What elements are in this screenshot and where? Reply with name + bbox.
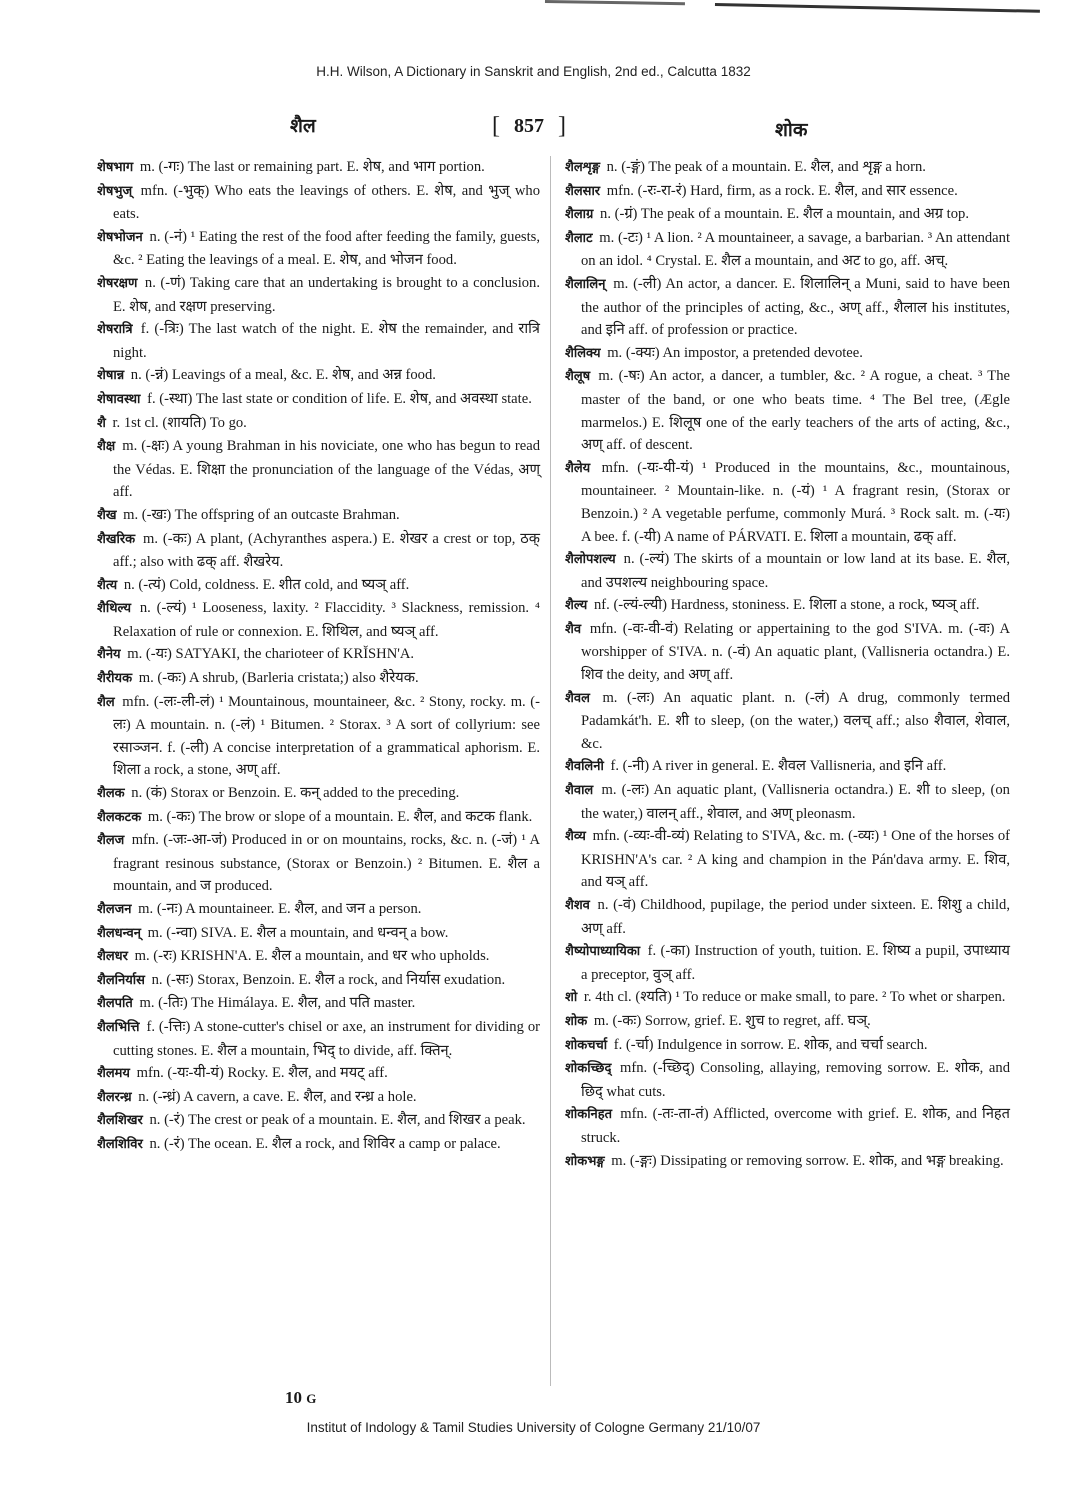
right-column: [565, 156, 1010, 1173]
entry-headword: शैख: [97, 507, 117, 523]
entry-headword: शेषभाग: [97, 160, 134, 175]
dictionary-entry: [97, 922, 540, 946]
entry-definition: m. (-तिः) The Himálaya. E. शैल, and पति master.: [139, 995, 416, 1012]
entry-headword: शेषावस्था: [97, 391, 141, 407]
entry-headword: शैल: [97, 694, 115, 710]
page-number: [478, 112, 580, 139]
entry-headword: शोकभङ्ग: [565, 1153, 605, 1169]
entry-headword: शैखरिक: [97, 531, 136, 547]
entry-headword: शैलधन्वन्: [97, 925, 141, 941]
entry-definition: m. (-नः) A mountaineer. E. शैल, and जन a person.: [138, 901, 422, 917]
dictionary-entry: [97, 388, 540, 412]
entry-headword: शैरीयक: [97, 671, 133, 687]
entry-headword: शेषभोजन: [97, 229, 143, 245]
footer-credit: Institut of Indology & Tamil Studies University of Cologne Germany 21/10/07: [306, 1420, 761, 1435]
signature-mark: [285, 1388, 316, 1408]
dictionary-entry: [97, 992, 540, 1016]
dictionary-entry: [97, 272, 540, 318]
entry-definition: m. (-न्वा) SIVA. E. शैल a mountain, and धन्वन् a bow.: [147, 924, 449, 941]
bracket-open: [: [492, 113, 500, 139]
entry-definition: n. (-ल्यं) ¹ Looseness, laxity. ² Flaccidity. ³ Slackness, remission. ⁴ Relaxation of rule or connexion. E. शिथिल, and ष्यञ् aff.: [113, 600, 540, 640]
entry-headword: शैलालिन्: [565, 276, 606, 292]
entry-headword: शैलनिर्यास: [97, 972, 145, 988]
entry-definition: n. (-न्नं) Leavings of a meal, &c. E. शेष, and अन्न food.: [130, 367, 436, 384]
dictionary-entry: [97, 691, 540, 782]
entry-headword: शैलशृङ्ग: [565, 160, 600, 175]
entry-definition: mfn. (-यः-यी-यं) ¹ Produced in the mountains, &c., mountainous, mountaineer. ² Mountain-like. n. (-यं) ¹ A fragrant resin, (Storax or Benzoin.) ² A vegetable perfume, commonly Murá. ³ Rock salt. m. (-यः) A bee. f. (-यी) A name of PÁRVATI. E. शिला a mountain, ढक् aff.: [581, 459, 1010, 545]
entry-headword: शैलभित्ति: [97, 1019, 140, 1035]
dictionary-entry: [565, 687, 1010, 756]
entry-headword: शैलाट: [565, 230, 593, 246]
running-head-left: शैल: [290, 116, 316, 137]
dictionary-entry: [97, 945, 540, 969]
entry-definition: n. (-न्ध्रं) A cavern, a cave. E. शैल, and रन्ध्र a hole.: [138, 1088, 417, 1105]
entry-definition: r. 4th cl. (श्यति) ¹ To reduce or make small, to pare. ² To whet or sharpen.: [583, 989, 1006, 1006]
dictionary-entry: [97, 667, 540, 691]
entry-headword: शैवल: [565, 690, 590, 706]
entry-headword: शैनेय: [97, 647, 121, 663]
entry-headword: शैशव: [565, 898, 590, 913]
dictionary-entry: [97, 1062, 540, 1086]
entry-headword: शैलसार: [565, 183, 601, 199]
entry-definition: n. (-नं) ¹ Eating the rest of the food after feeding the family, guests, &c. ² Eating the leavings of a meal. E. शेष, and भोजन food.: [113, 228, 540, 269]
dictionary-entry: [97, 829, 540, 898]
dictionary-entry: [97, 504, 540, 528]
dictionary-entry: [565, 779, 1010, 825]
dictionary-entry: [97, 643, 540, 667]
entry-headword: शैव: [565, 621, 582, 637]
dictionary-entry: [97, 969, 540, 993]
dictionary-entry: [97, 528, 540, 574]
dictionary-entry: [565, 940, 1010, 986]
signature-letter: G: [306, 1391, 317, 1406]
dictionary-entry: [565, 986, 1010, 1010]
dictionary-entry: [565, 273, 1010, 342]
entry-definition: n. (-ग्रं) The peak of a mountain. E. शैल a mountain, and अग्र top.: [600, 206, 969, 223]
entry-definition: m. (-क्यः) An impostor, a pretended devotee.: [607, 344, 863, 361]
entry-headword: शैलमय: [97, 1066, 130, 1082]
dictionary-entry: [565, 1103, 1010, 1149]
entry-definition: m. (-क्षः) A young Brahman in his noviciate, one who has begun to read the Védas. E. शिक्षा the pronunciation of the language of the Védas, अण् aff.: [113, 438, 540, 501]
entry-definition: mfn. (-लः-ली-लं) ¹ Mountainous, mountaineer, &c. ² Stony, rocky. m. (-लः) A mountain. n. (-लं) ¹ Bitumen. ² Storax. ³ A sort of collyrium: see रसाञ्जन. f. (-ली) A concise interpretation of a grammatical aphorism. E. शिला a rock, a stone, अण् aff.: [113, 693, 540, 779]
entry-headword: शेषरात्रि: [97, 322, 133, 338]
dictionary-entry: [565, 594, 1010, 618]
entry-definition: mfn. (-जः-आ-जं) Produced in or on mountains, rocks, &c. n. (-जं) ¹ A fragrant resinous substance, (Storax or Benzoin.) ² Bitumen. E. शैल a mountain, and ज produced.: [113, 832, 540, 895]
entry-headword: शैलशिविर: [97, 1136, 143, 1152]
entry-headword: शैलधर: [97, 949, 128, 965]
entry-definition: n. (-त्यं) Cold, coldness. E. शीत cold, and ष्यञ् aff.: [123, 576, 410, 593]
entry-headword: शैल्य: [565, 598, 588, 614]
entry-definition: f. (-का) Instruction of youth, tuition. E. शिष्य a pupil, उपाध्याय a preceptor, वुञ् aff.: [581, 943, 1010, 983]
source-citation: H.H. Wilson, A Dictionary in Sanskrit and English, 2nd ed., Calcutta 1832: [316, 64, 751, 79]
entry-definition: n. (-णं) Taking care that an undertaking is brought to a conclusion. E. शेष, and रक्षण preserving.: [113, 274, 540, 315]
dictionary-entry: [97, 226, 540, 272]
dictionary-entry: [97, 574, 540, 598]
entry-headword: शैलरन्ध्र: [97, 1089, 132, 1105]
entry-headword: शै: [97, 415, 106, 431]
entry-definition: n. (-ङ्गं) The peak of a mountain. E. शैल, and शृङ्ग a horn.: [606, 159, 926, 175]
dictionary-entry: [97, 156, 540, 180]
entry-definition: m. (-लः) An aquatic plant, (Vallisneria octandra.) E. शी to sleep, (on the water,) वालन् aff., शेवाल, and अण् pleonasm.: [581, 782, 1010, 822]
entry-headword: शैलोपशल्य: [565, 552, 616, 568]
entry-headword: शैलपति: [97, 996, 133, 1012]
dictionary-entry: [565, 1010, 1010, 1034]
entry-definition: m. (-लः) An aquatic plant. n. (-लं) A drug, commonly termed Padamkát'h. E. शी to sleep, (on the water,) वलच् aff.; also शैवाल, शेवाल, &c.: [581, 689, 1010, 752]
entry-headword: शैत्य: [97, 577, 118, 593]
dictionary-entry: [565, 894, 1010, 940]
dictionary-entry: [97, 318, 540, 364]
entry-headword: शैक्ष: [97, 439, 116, 455]
page-number-value: 857: [514, 115, 544, 137]
entry-definition: m. (-खः) The offspring of an outcaste Brahman.: [123, 506, 400, 523]
entry-definition: f. (-नी) A river in general. E. शैवल Vallisneria, and इनि aff.: [610, 758, 947, 775]
dictionary-entry: [97, 435, 540, 504]
dictionary-entry: [565, 457, 1010, 548]
entry-definition: m. (-यः) SATYAKI, the charioteer of KRĬSHN'A.: [127, 646, 415, 663]
entry-definition: f. (-र्चा) Indulgence in sorrow. E. शोक, and चर्चा search.: [613, 1036, 928, 1053]
entry-definition: m. (-कः) The brow or slope of a mountain. E. शैल, and कटक flank.: [147, 808, 533, 825]
entry-definition: m. (-कः) A shrub, (Barleria cristata;) also शैरेयक.: [138, 670, 419, 687]
dictionary-entry: [565, 156, 1010, 180]
entry-headword: शोक: [565, 1013, 588, 1029]
entry-headword: शैलूष: [565, 369, 591, 385]
running-head-right: शोक: [775, 120, 808, 141]
signature-number: 10: [285, 1388, 302, 1407]
dictionary-entry: [565, 1057, 1010, 1103]
entry-definition: n. (-वं) Childhood, pupilage, the period under sixteen. E. शिशु a child, अण् aff.: [581, 897, 1010, 937]
dictionary-entry: [97, 597, 540, 643]
dictionary-entry: [97, 806, 540, 830]
entry-definition: m. (-गः) The last or remaining part. E. शेष, and भाग portion.: [139, 159, 485, 175]
entry-headword: शैलक: [97, 786, 125, 802]
entry-definition: mfn. (-वः-वी-वं) Relating or appertaining to the god S'IVA. m. (-वः) A worshipper of S'IVA. n. (-वं) An aquatic plant, (Vallisneria octandra.) E. शिव the deity, and अण् aff.: [581, 620, 1010, 684]
dictionary-entry: [97, 1016, 540, 1062]
dictionary-entry: [97, 1133, 540, 1157]
entry-definition: n. (-सः) Storax, Benzoin. E. शैल a rock, and निर्यास exudation.: [151, 971, 506, 988]
entry-definition: n. (-रं) The ocean. E. शैल a rock, and शिविर a camp or palace.: [149, 1135, 501, 1152]
entry-definition: m. (-कः) Sorrow, grief. E. शुच to regret, aff. घञ्.: [593, 1012, 871, 1029]
dictionary-entry: [97, 898, 540, 922]
dictionary-entry: [565, 618, 1010, 687]
entry-headword: शैलजन: [97, 902, 132, 917]
entry-definition: r. 1st cl. (शायति) To go.: [112, 414, 247, 431]
entry-headword: शैष्योपाध्यायिका: [565, 944, 641, 960]
entry-definition: m. (-ङ्गः) Dissipating or removing sorrow. E. शोक, and भङ्ग breaking.: [611, 1152, 1004, 1169]
entry-definition: f. (-त्रिः) The last watch of the night. E. शेष the remainder, and रात्रि night.: [113, 321, 540, 361]
entry-headword: शोकनिहत: [565, 1107, 613, 1123]
left-column: [97, 156, 540, 1157]
entry-headword: शैलिक्य: [565, 345, 601, 361]
entry-definition: m. (-षः) An actor, a dancer, a tumbler, &c. ² A rogue, a cheat. ³ The master of the band, or one who beats time. ⁴ The Bel tree, (Ægle marmelos.) E. शिलूष one of the early teachers of the arts of acting, &c., अण् aff. of descent.: [581, 368, 1010, 454]
bracket-close: ]: [558, 113, 566, 139]
entry-definition: mfn. (-व्यः-वी-व्यं) Relating to S'IVA, &c. m. (-व्यः) ¹ One of the horses of KRISHN'A's car. ² A king and champion in the Pán'dava army. E. शिव, and यञ् aff.: [581, 828, 1010, 891]
dictionary-entry: [97, 1086, 540, 1110]
entry-headword: शैलशिखर: [97, 1113, 143, 1129]
entry-definition: m. (-ली) An actor, a dancer. E. शिलालिन् a Muni, said to have been the author of the principles of acting, &c., अण् aff., शैलाल his institutes, and इनि aff. of profession or practice.: [581, 275, 1010, 339]
entry-headword: शो: [565, 990, 578, 1006]
dictionary-entry: [97, 782, 540, 806]
column-divider: [550, 156, 551, 1386]
dictionary-entry: [97, 364, 540, 388]
entry-headword: शेषरक्षण: [97, 275, 138, 291]
dictionary-entry: [565, 180, 1010, 204]
dictionary-entry: [97, 412, 540, 436]
entry-headword: शैलकटक: [97, 809, 142, 825]
entry-headword: शैलेय: [565, 460, 591, 476]
entry-definition: m. (-टः) ¹ A lion. ² A mountaineer, a savage, a barbarian. ³ An attendant on an idol. ⁴ Crystal. E. शैल a mountain, and अट to go, aff. अच्.: [581, 229, 1010, 270]
entry-definition: f. (-त्तिः) A stone-cutter's chisel or axe, an instrument for dividing or cutting stones. E. शैल a mountain, भिद् to divide, aff. क्तिन्.: [113, 1018, 540, 1059]
entry-definition: mfn. (-भुक्) Who eats the leavings of others. E. शेष, and भुज् who eats.: [113, 182, 540, 223]
dictionary-entry: [565, 203, 1010, 227]
dictionary-entry: [565, 227, 1010, 273]
scan-edge-line: [715, 3, 1040, 13]
entry-definition: mfn. (-रः-रा-रं) Hard, firm, as a rock. E. शैल, and सार essence.: [606, 182, 958, 199]
dictionary-entry: [565, 755, 1010, 779]
entry-headword: शेषान्न: [97, 368, 125, 384]
entry-headword: शैलाग्र: [565, 207, 594, 223]
dictionary-entry: [565, 1034, 1010, 1058]
entry-definition: nf. (-ल्यं-ल्यी) Hardness, stoniness. E. शिला a stone, a rock, ष्यञ् aff.: [593, 597, 980, 614]
dictionary-entry: [97, 1109, 540, 1133]
entry-definition: n. (-ल्यं) The skirts of a mountain or low land at its base. E. शैल, and उपशल्य neighbouring space.: [581, 551, 1010, 591]
entry-definition: mfn. (-यः-यी-यं) Rocky. E. शैल, and मयट् aff.: [136, 1065, 388, 1082]
dictionary-entry: [565, 365, 1010, 456]
scan-edge-line: [545, 0, 685, 5]
entry-headword: शैव्य: [565, 829, 586, 845]
entry-headword: शैवाल: [565, 783, 594, 799]
dictionary-entry: [97, 180, 540, 226]
entry-definition: n. (कं) Storax or Benzoin. E. कन् added to the preceding.: [131, 785, 460, 802]
entry-headword: शैवलिनी: [565, 759, 604, 775]
dictionary-entry: [565, 548, 1010, 594]
entry-headword: शैलज: [97, 833, 125, 849]
dictionary-entry: [565, 825, 1010, 894]
entry-definition: m. (-कः) A plant, (Achyranthes aspera.) E. शेखर a crest or top, ठक् aff.; also with ढक् aff. शैखरेय.: [113, 530, 540, 571]
entry-headword: शोकच्छिद्: [565, 1061, 612, 1077]
entry-definition: mfn. (-च्छिद्) Consoling, allaying, removing sorrow. E. शोक, and छिद् what cuts.: [581, 1060, 1010, 1100]
entry-definition: f. (-स्था) The last state or condition of life. E. शेष, and अवस्था state.: [147, 390, 532, 407]
entry-definition: n. (-रं) The crest or peak of a mountain. E. शैल, and शिखर a peak.: [149, 1112, 526, 1129]
dictionary-entry: [565, 1150, 1010, 1174]
entry-headword: शेषभुज्: [97, 183, 133, 199]
entry-definition: m. (-रः) KRISHN'A. E. शैल a mountain, and धर who upholds.: [134, 948, 490, 965]
entry-headword: शैथिल्य: [97, 601, 131, 617]
dictionary-entry: [565, 342, 1010, 366]
entry-definition: mfn. (-तः-ता-तं) Afflicted, overcome with grief. E. शोक, and निहत struck.: [581, 1106, 1010, 1146]
entry-headword: शोकचर्चा: [565, 1037, 608, 1053]
